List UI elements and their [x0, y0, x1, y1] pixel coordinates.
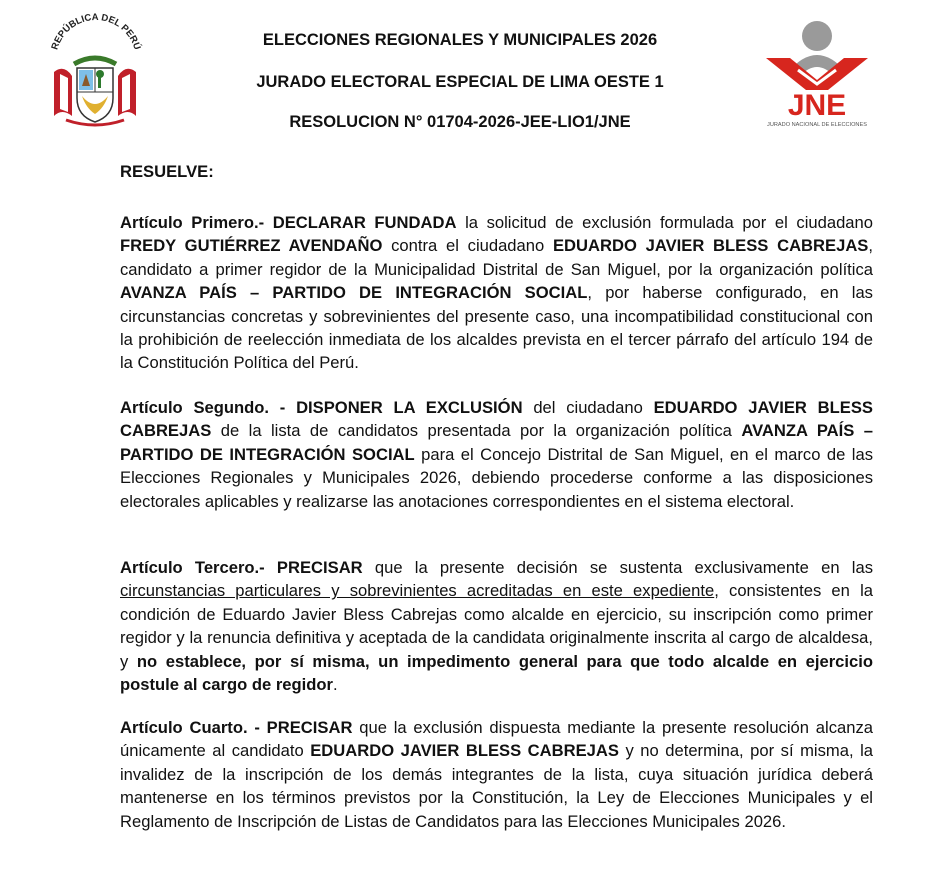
article-second-heading: Artículo Segundo. - DISPONER LA EXCLUSIÓN: [120, 398, 523, 417]
text: que la presente decisión se sustenta exclusivamente en las: [362, 558, 873, 577]
underlined-phrase: circunstancias particulares y sobrevinientes acreditadas en este expediente: [120, 581, 715, 601]
text: de la lista de candidatos presentada por la organización política: [211, 421, 742, 441]
candidate-name: EDUARDO JAVIER BLESS CABREJAS: [552, 236, 869, 256]
article-fourth: [120, 716, 873, 833]
text: , por haberse configurado, en las circunstancias concretas y sobrevinientes del presente caso, una incompatibilidad constitucional con la prohibición de reelección inmediata de los alcaldes prevista en el tercer párrafo del artículo 194 de la Constitución Política del Perú.: [120, 283, 873, 373]
resuelve-heading: RESUELVE:: [120, 162, 214, 181]
svg-text:REPÚBLICA DEL PERÚ: REPÚBLICA DEL PERÚ: [49, 12, 143, 52]
text: , candidato a primer regidor de la Municipalidad Distrital de San Miguel, por la organización política: [120, 236, 874, 279]
petitioner-name: FREDY GUTIÉRREZ AVENDAÑO: [120, 236, 383, 256]
article-first: [120, 211, 873, 375]
text: del ciudadano: [522, 398, 654, 417]
article-fourth-heading: Artículo Cuarto. - PRECISAR: [120, 718, 353, 737]
text: la solicitud de exclusión formulada por el ciudadano: [456, 213, 873, 232]
article-second: [120, 396, 873, 513]
jne-logo-text: JNE: [787, 89, 847, 122]
candidate-name: EDUARDO JAVIER BLESS CABREJAS: [120, 398, 873, 441]
text: para el Concejo Distrital de San Miguel, en el marco de las Elecciones Regionales y Municipales 2026, debiendo procederse conforme a las disposiciones electorales aplicables y realizarse las anotaciones correspondientes en el sistema electoral.: [120, 444, 873, 511]
peru-coat-of-arms-seal: [44, 12, 146, 130]
text: .: [333, 675, 338, 695]
header-election-title: ELECCIONES REGIONALES Y MUNICIPALES 2026: [262, 31, 658, 49]
party-name: AVANZA PAÍS – PARTIDO DE INTEGRACIÓN SOCIAL: [120, 421, 873, 464]
article-first-heading: Artículo Primero.- DECLARAR FUNDADA: [120, 213, 457, 232]
party-name: AVANZA PAÍS – PARTIDO DE INTEGRACIÓN SOCIAL: [120, 283, 588, 303]
header-jury-title: JURADO ELECTORAL ESPECIAL DE LIMA OESTE 1: [256, 73, 664, 91]
text: que la exclusión dispuesta mediante la presente resolución alcanza únicamente al candidato: [120, 718, 873, 761]
article-third-heading: Artículo Tercero.- PRECISAR: [120, 558, 363, 577]
bold-clarification: no establece, por sí misma, un impedimento general para que todo alcalde en ejercicio postule al cargo de regidor: [120, 651, 873, 695]
jne-logo-subtext: JURADO NACIONAL DE ELECCIONES: [767, 122, 867, 128]
text: y no determina, por sí misma, la invalidez de la inscripción de los demás integrantes de la lista, cuya situación jurídica deberá mantenerse en los términos previstos por la Constitución, la Ley de Elecciones Municipales y el Reglamento de Inscripción de Listas de Candidatos para las Elecciones Municipales 2026.: [120, 741, 873, 831]
header-resolution-number: RESOLUCION N° 01704-2026-JEE-LIO1/JNE: [289, 113, 631, 131]
text: , consistentes en la condición de Eduardo Javier Bless Cabrejas como alcalde en ejercicio, su inscripción como primer regidor y la renuncia definitiva y aceptada de la candidata originalmente inscrita al cargo de alcaldesa, y: [120, 581, 873, 671]
candidate-name: EDUARDO JAVIER BLESS CABREJAS: [310, 741, 619, 761]
text: contra el ciudadano: [382, 236, 553, 256]
article-third: [120, 556, 873, 696]
jne-logo: [758, 18, 876, 130]
